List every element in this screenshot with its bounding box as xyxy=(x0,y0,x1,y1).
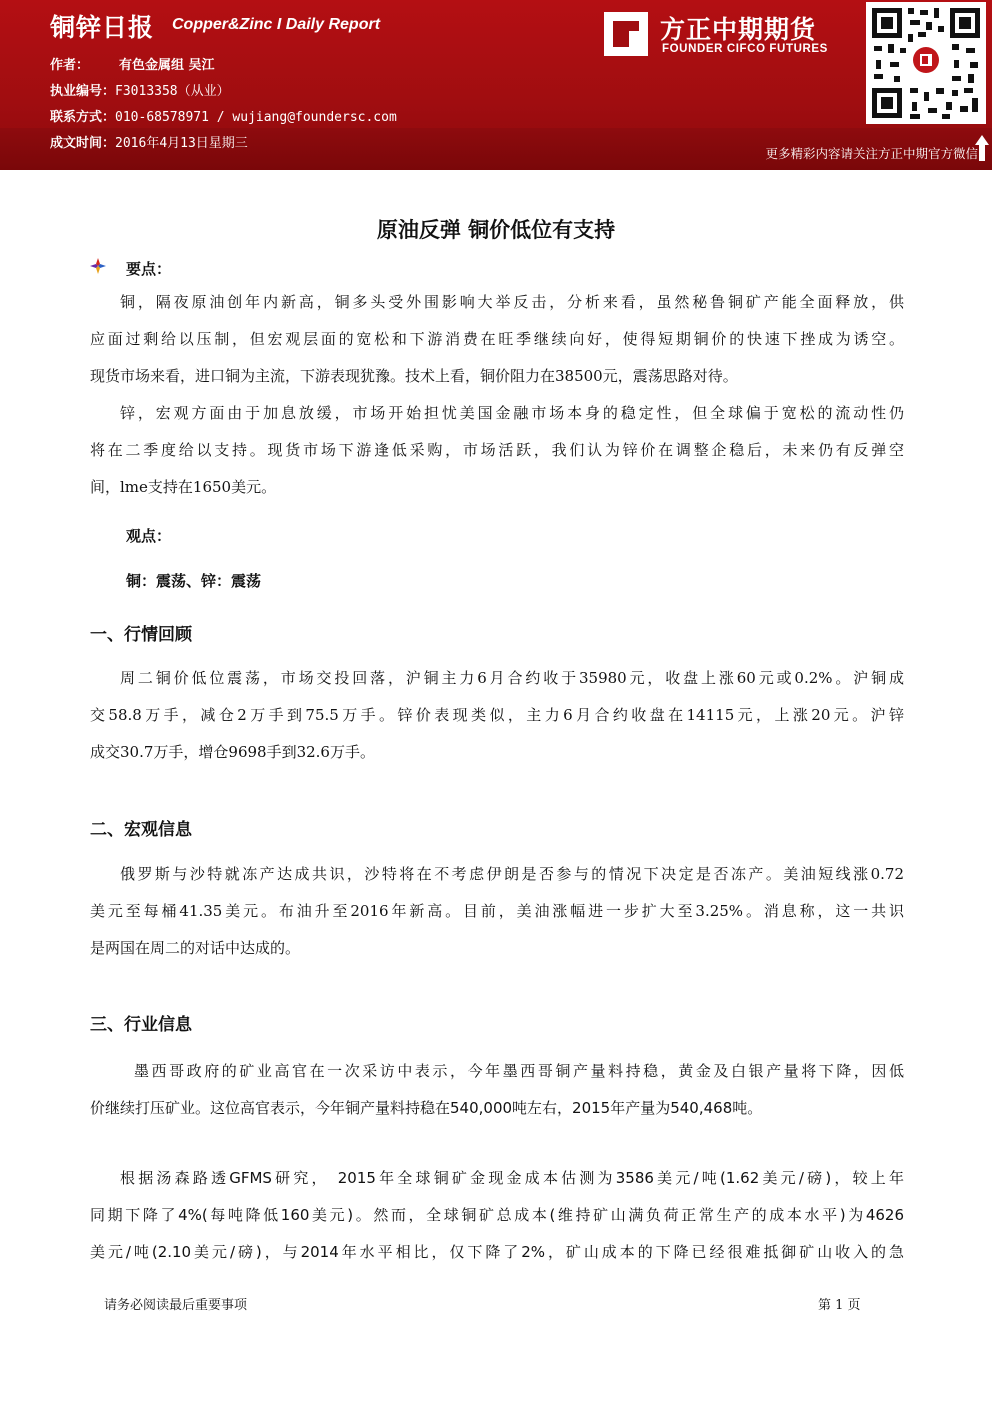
text-line: 俄罗斯与沙特就冻产达成共识，沙特将在不考虑伊朗是否参与的情况下决定是否冻产。美油短线涨0.72 xyxy=(120,865,904,883)
text-line: 美元/吨(2.10美元/磅)，与2014年水平相比，仅下降了2%，矿山成本的下降已经很难抵御矿山收入的急 xyxy=(90,1243,904,1261)
view-label: 观点： xyxy=(126,527,172,545)
text-line: 墨西哥政府的矿业高官在一次采访中表示，今年墨西哥铜产量料持稳，黄金及白银产量将下降，因低 xyxy=(134,1062,904,1080)
text-line: 将在二季度给以支持。现货市场下游逢低采购，市场活跃，我们认为锌价在调整企稳后，未来仍有反弹空 xyxy=(90,441,904,459)
bullet-diamond-icon xyxy=(90,258,106,274)
text-line: 成交30.7万手，增仓9698手到32.6万手。 xyxy=(90,743,375,761)
meta-label: 成文时间： xyxy=(50,136,116,151)
qr-code-icon xyxy=(866,2,986,124)
logo-english-name: FOUNDER CIFCO FUTURES xyxy=(662,43,828,55)
logo-mark-icon xyxy=(604,12,648,56)
follow-wechat-text: 更多精彩内容请关注方正中期官方微信 xyxy=(765,146,978,161)
page-number: 第 1 页 xyxy=(818,1298,861,1313)
meta-label: 执业编号： xyxy=(50,84,116,99)
market-review-paragraph xyxy=(90,660,904,771)
report-subtitle: Copper&Zinc I Daily Report xyxy=(172,16,381,33)
text-line: 铜，隔夜原油创年内新高，铜多头受外围影响大举反击，分析来看，虽然秘鲁铜矿产能全面释放，供 xyxy=(120,293,904,311)
text-line: 间，lme支持在1650美元。 xyxy=(90,478,277,496)
view-value: 铜：震荡、锌：震荡 xyxy=(126,572,262,590)
section-title-market-review: 一、行情回顾 xyxy=(90,625,192,645)
logo-chinese-name: 方正中期期货 xyxy=(660,15,817,44)
meta-value: 010-68578971 / wujiang@foundersc.com xyxy=(115,110,397,125)
up-arrow-icon xyxy=(974,134,990,162)
license-line xyxy=(50,80,230,99)
text-line: 同期下降了4%(每吨降低160美元)。然而，全球铜矿总成本(维持矿山满负荷正常生产的成本水平)为4626 xyxy=(90,1206,904,1224)
key-points-label: 要点： xyxy=(126,260,172,278)
header-rule xyxy=(0,170,992,174)
industry-info-paragraph-2 xyxy=(90,1160,904,1271)
document-title: 原油反弹 铜价低位有支持 xyxy=(376,218,616,242)
text-line: 美元至每桶41.35美元。布油升至2016年新高。目前，美油涨幅进一步扩大至3.25%。消息称，这一共识 xyxy=(90,902,904,920)
text-line: 价继续打压矿业。这位高官表示，今年铜产量料持稳在540,000吨左右，2015年产量为540,468吨。 xyxy=(90,1099,763,1117)
text-line: 周二铜价低位震荡，市场交投回落，沪铜主力6月合约收于35980元，收盘上涨60元或0.2%。沪铜成 xyxy=(120,669,904,687)
footer-disclaimer: 请务必阅读最后重要事项 xyxy=(104,1298,248,1313)
text-line: 锌，宏观方面由于加息放缓，市场开始担忧美国金融市场本身的稳定性，但全球偏于宽松的流动性仍 xyxy=(120,404,904,422)
industry-info-paragraph-1 xyxy=(90,1053,904,1127)
text-line: 根据汤森路透GFMS研究， 2015年全球铜矿金现金成本估测为3586美元/吨(1.62美元/磅)，较上年 xyxy=(120,1169,904,1187)
meta-label: 作者： xyxy=(50,58,90,73)
zinc-summary-paragraph xyxy=(90,395,904,506)
copper-summary-paragraph xyxy=(90,284,904,395)
meta-value: F3013358（从业） xyxy=(115,84,230,99)
meta-value: 有色金属组 吴江 xyxy=(119,58,215,73)
date-line xyxy=(50,132,248,151)
text-line: 交58.8万手，减仓2万手到75.5万手。锌价表现类似，主力6月合约收盘在14115元，上涨20元。沪锌 xyxy=(90,706,904,724)
company-logo xyxy=(604,10,854,60)
text-line: 是两国在周二的对话中达成的。 xyxy=(90,939,301,957)
section-title-macro-info: 二、宏观信息 xyxy=(90,820,192,840)
contact-line xyxy=(50,106,397,125)
report-title: 铜锌日报 xyxy=(50,13,155,42)
text-line: 应面过剩给以压制，但宏观层面的宽松和下游消费在旺季继续向好，使得短期铜价的快速下挫成为诱空。 xyxy=(90,330,904,348)
text-line: 现货市场来看，进口铜为主流，下游表现犹豫。技术上看，铜价阻力在38500元，震荡思路对待。 xyxy=(90,367,738,385)
meta-value: 2016年4月13日星期三 xyxy=(115,136,248,151)
meta-label: 联系方式： xyxy=(50,110,116,125)
section-title-industry-info: 三、行业信息 xyxy=(90,1015,192,1035)
author-line xyxy=(50,54,215,73)
macro-info-paragraph xyxy=(90,856,904,967)
